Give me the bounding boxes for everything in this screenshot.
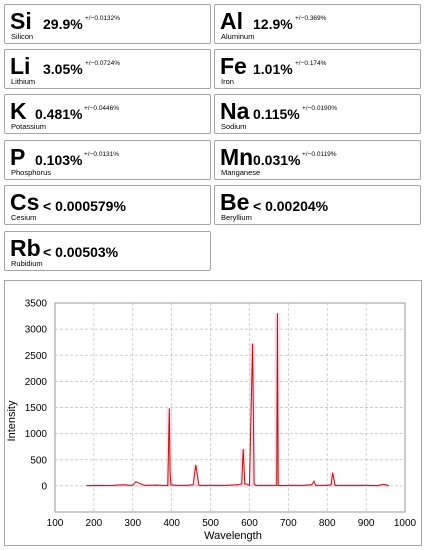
element-concentration: 0.103% [35, 152, 83, 168]
data-point [277, 313, 278, 314]
element-uncertainty: +/−0.0446% [84, 105, 120, 112]
element-concentration: 0.481% [35, 106, 83, 122]
x-tick-label: 500 [202, 518, 219, 529]
data-point [187, 485, 188, 486]
element-name: Potassium [11, 121, 47, 131]
data-point [86, 485, 87, 486]
data-point [377, 485, 378, 486]
data-point [135, 481, 136, 482]
element-name: Silicon [11, 31, 34, 41]
element-uncertainty: +/−0.174% [295, 60, 327, 67]
element-uncertainty: +/−0.0132% [85, 15, 121, 22]
y-tick-label: 3000 [24, 324, 47, 336]
element-card-aluminum [214, 4, 421, 44]
data-point [314, 481, 315, 482]
data-point [303, 485, 304, 486]
x-tick-label: 700 [279, 518, 297, 529]
element-concentration: 0.031% [253, 152, 301, 168]
element-name: Sodium [221, 121, 247, 131]
element-symbol: Rb [10, 235, 41, 261]
element-uncertainty: +/−0.0190% [302, 105, 338, 112]
element-symbol: Cs [10, 189, 40, 215]
element-symbol: Li [10, 53, 31, 79]
data-point [327, 485, 328, 486]
element-name: Cesium [11, 212, 37, 222]
element-name: Rubidium [11, 258, 43, 268]
data-point [101, 485, 102, 486]
element-card-lithium [4, 49, 211, 89]
data-point [241, 483, 242, 484]
spectral-bands [87, 313, 389, 487]
data-point [254, 483, 255, 484]
element-card-manganese [214, 140, 421, 180]
element-name: Phosphorus [11, 167, 52, 177]
data-point [255, 485, 256, 486]
element-concentration: < 0.00503% [43, 244, 119, 260]
element-name: Manganese [221, 167, 261, 177]
chart-gridlines [55, 303, 405, 512]
element-symbol: Na [220, 98, 250, 124]
y-tick-label: 1000 [24, 429, 47, 441]
element-name: Beryllium [221, 212, 252, 222]
y-tick-label: 500 [30, 455, 47, 467]
element-uncertainty: +/−0.0119% [302, 151, 337, 158]
data-point [247, 484, 248, 485]
data-point [156, 485, 157, 486]
element-card-phosphorus [4, 140, 211, 180]
element-concentration: 0.115% [253, 106, 300, 122]
element-concentration: 1.01% [253, 61, 293, 77]
data-point [144, 485, 145, 486]
x-axis-label: Wavelength [204, 530, 262, 542]
data-point [276, 485, 277, 486]
element-card-potassium [4, 94, 211, 134]
element-name: Lithium [11, 76, 36, 86]
y-tick-label: 2500 [24, 350, 47, 362]
data-point [125, 484, 126, 485]
data-point [170, 472, 171, 473]
data-point [132, 485, 133, 486]
element-symbol: Mn [220, 144, 254, 170]
data-point [315, 485, 316, 486]
data-point [350, 485, 351, 486]
x-tick-label: 300 [124, 518, 142, 529]
x-tick-labels [47, 518, 417, 529]
data-point [311, 484, 312, 485]
element-symbol: K [10, 98, 27, 124]
element-symbol: Be [220, 189, 250, 215]
y-tick-label: 1500 [24, 403, 47, 414]
element-card-sodium [214, 94, 421, 134]
element-card-cesium [4, 185, 211, 225]
element-concentration: < 0.000579% [43, 198, 126, 214]
data-point [226, 485, 227, 486]
data-point [167, 485, 168, 486]
data-point [195, 465, 196, 466]
data-point [198, 485, 199, 486]
x-tick-label: 200 [85, 518, 103, 529]
data-point [280, 485, 281, 486]
data-point [244, 483, 245, 484]
data-point [249, 485, 250, 486]
element-name: Iron [221, 76, 234, 86]
x-tick-label: 900 [357, 518, 375, 529]
element-symbol: P [10, 144, 26, 170]
element-card-iron [214, 49, 421, 89]
data-point [335, 485, 336, 486]
element-card-silicon [4, 4, 211, 44]
element-concentration: < 0.00204% [253, 198, 329, 214]
element-concentration: 29.9% [43, 16, 83, 32]
data-point [170, 484, 171, 485]
element-card-rubidium [4, 231, 211, 271]
data-point [113, 485, 114, 486]
y-tick-label: 2000 [24, 376, 47, 388]
data-point [169, 408, 170, 409]
element-concentration: 12.9% [253, 16, 293, 32]
data-point [366, 485, 367, 486]
element-name: Aluminum [221, 31, 255, 41]
x-tick-label: 800 [318, 518, 336, 529]
data-point [383, 484, 384, 485]
data-point [278, 485, 279, 486]
data-point [288, 485, 289, 486]
y-tick-label: 0 [41, 481, 47, 493]
data-point [265, 485, 266, 486]
x-tick-label: 1000 [393, 518, 417, 529]
spectrum-chart [5, 281, 421, 545]
y-tick-labels [25, 299, 48, 493]
data-point [332, 472, 333, 473]
data-point [193, 484, 194, 485]
x-tick-label: 400 [163, 518, 181, 529]
element-concentration: 3.05% [43, 61, 83, 77]
element-symbol: Fe [220, 53, 247, 79]
element-card-beryllium [214, 185, 421, 225]
element-uncertainty: +/−0.369% [295, 15, 327, 22]
data-point [388, 485, 389, 486]
element-symbol: Si [10, 8, 32, 34]
y-axis-label: Intensity [6, 400, 18, 442]
y-tick-label: 3500 [24, 298, 47, 310]
data-point [243, 449, 244, 450]
element-symbol: Al [220, 8, 243, 34]
element-uncertainty: +/−0.0131% [84, 151, 120, 158]
data-point [210, 485, 211, 486]
data-point [175, 485, 176, 486]
spectrum-chart-panel [4, 280, 422, 546]
data-point [331, 484, 332, 485]
element-uncertainty: +/−0.0724% [85, 60, 121, 67]
data-point [252, 343, 253, 344]
data-point [237, 484, 238, 485]
x-tick-label: 100 [46, 518, 64, 529]
data-point [128, 485, 129, 486]
x-tick-label: 600 [241, 518, 258, 529]
